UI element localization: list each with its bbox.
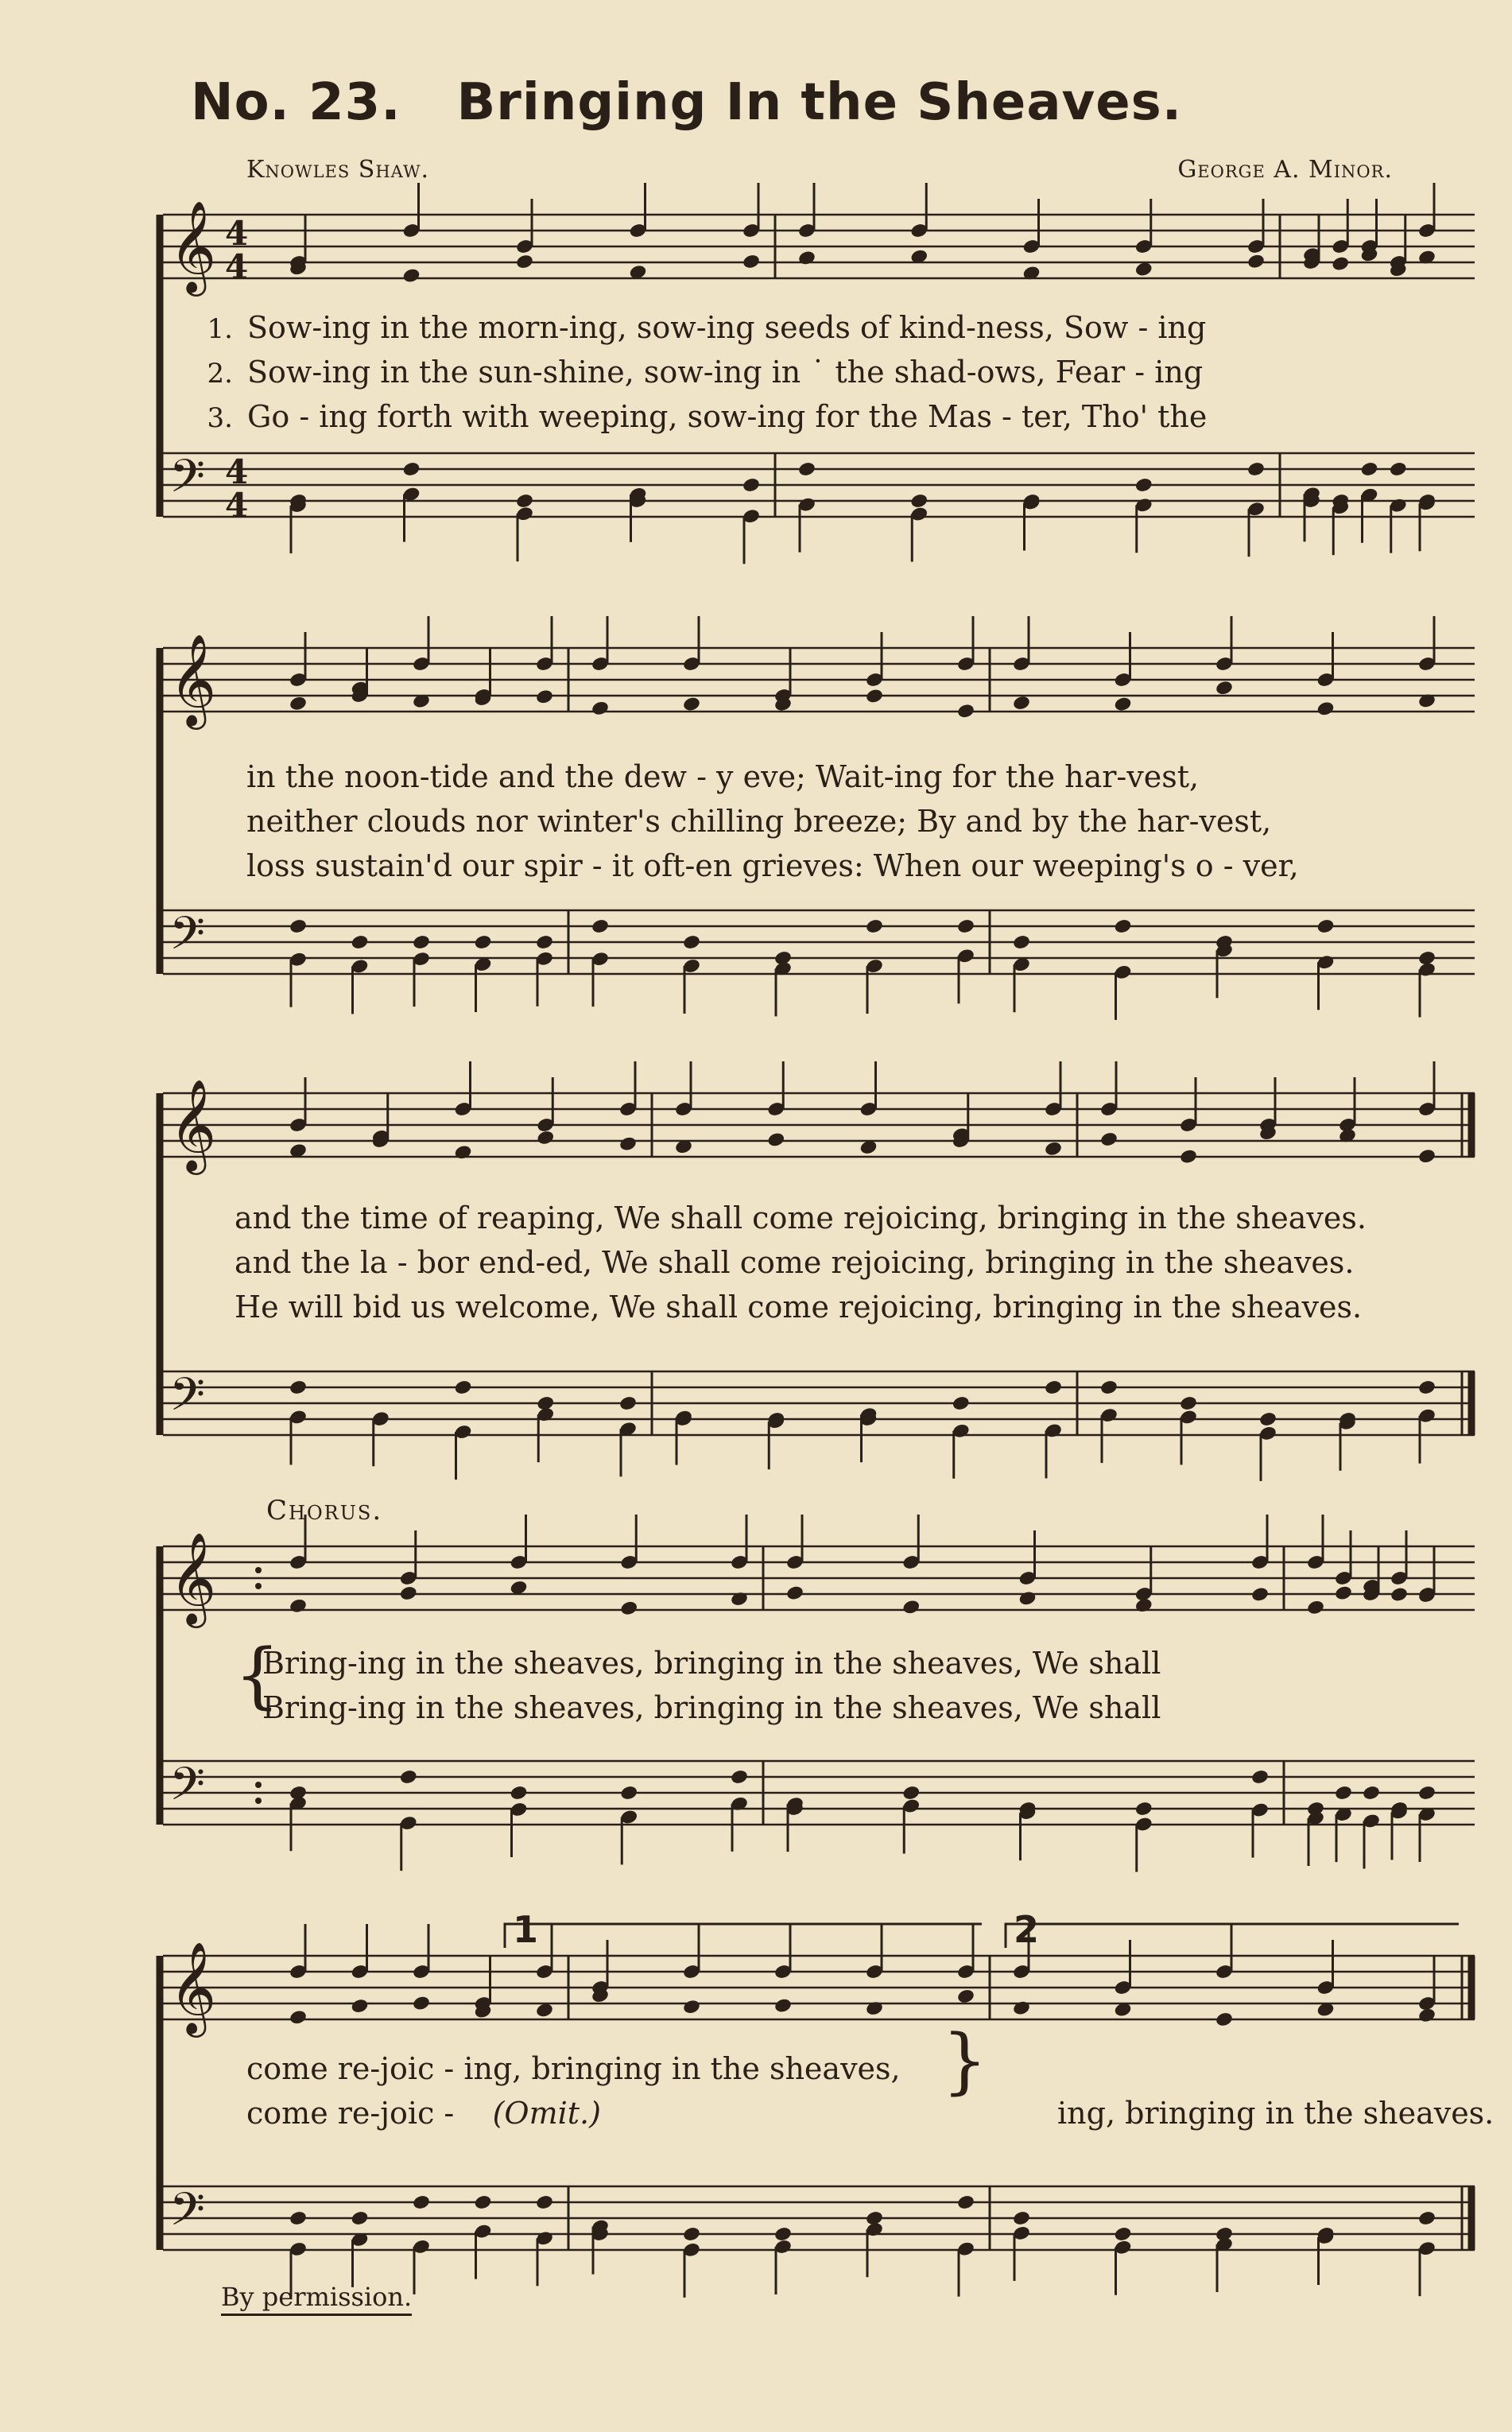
notehead (289, 695, 308, 712)
notehead (289, 2009, 308, 2026)
notehead (1316, 700, 1336, 717)
verse-line: Go - ing forth with weeping, sow-ing for the Mas - ter, Tho' the (247, 399, 1208, 434)
verse-line: neither clouds nor winter's chilling breeze; By and by the har-vest, (246, 804, 1272, 839)
notehead (619, 1785, 638, 1802)
notehead (865, 688, 884, 704)
notehead (1258, 1411, 1277, 1428)
time-signature-denominator: 4 (225, 247, 249, 286)
notehead (591, 700, 610, 716)
notehead (1360, 461, 1379, 478)
notehead (289, 1597, 308, 1614)
notehead (865, 2000, 884, 2017)
ending-line-1: come re-joic - ing, bringing in the sheaves, (246, 2051, 901, 2086)
notehead (1246, 253, 1266, 270)
verse-line: and the time of reaping, We shall come rejoicing, bringing in the sheaves. (235, 1200, 1367, 1235)
notehead (865, 918, 884, 935)
music-system-2 (155, 616, 1475, 1030)
notehead (454, 1144, 473, 1161)
bass-clef-icon: 𝄢 (169, 2182, 206, 2248)
ending-line-2-end: ing, bringing in the sheaves. (1057, 2096, 1495, 2131)
composer-credit: George A. Minor. (1177, 156, 1393, 184)
notehead (773, 2226, 793, 2243)
verse-number: 2. (207, 358, 233, 390)
repeat-dot (255, 1782, 262, 1788)
treble-clef-icon: 𝄞 (169, 633, 217, 726)
notehead (402, 461, 421, 478)
notehead (1018, 1590, 1037, 1607)
notehead (412, 1995, 431, 2011)
notehead (1390, 1586, 1409, 1603)
notehead (682, 2226, 701, 2243)
notehead (956, 1988, 975, 2004)
treble-clef-icon: 𝄞 (169, 1941, 217, 2034)
notehead (619, 1600, 638, 1616)
verse-line: loss sustain'd our spir - it oft-en grieves: When our weeping's o - ver, (246, 848, 1299, 883)
verse-number: 1. (207, 313, 233, 345)
notehead (1417, 1785, 1436, 1802)
notehead (1134, 1597, 1153, 1614)
notehead (515, 254, 534, 270)
notehead (1417, 2007, 1436, 2023)
notehead (1114, 918, 1133, 935)
treble-clef-icon: 𝄞 (169, 200, 217, 293)
bass-clef-icon: 𝄢 (169, 449, 206, 514)
treble-clef-icon: 𝄞 (169, 1078, 217, 1171)
ending-brace: } (942, 2019, 988, 2103)
notehead (351, 934, 370, 951)
notehead (1215, 2011, 1234, 2027)
notehead (1134, 1801, 1153, 1817)
omit-marker: (Omit.) (492, 2096, 601, 2131)
notehead (742, 253, 761, 270)
hymn-title (191, 73, 1182, 132)
notehead (730, 1591, 749, 1608)
notehead (1099, 1131, 1118, 1147)
notehead (1099, 1379, 1118, 1396)
time-signature-numerator: 4 (225, 214, 249, 253)
lyricist-credit: Knowles Shaw. (246, 156, 430, 184)
ending-line-2-start: come re-joic - (246, 2096, 455, 2131)
notehead (956, 703, 975, 720)
notehead (351, 1998, 370, 2015)
notehead (515, 493, 534, 510)
notehead (289, 1379, 308, 1396)
notehead (351, 2210, 370, 2227)
notehead (1362, 1785, 1381, 1802)
bass-clef-icon: 𝄢 (169, 1757, 206, 1822)
notehead (1179, 1148, 1198, 1165)
music-system-1 (155, 191, 1475, 588)
notehead (1044, 1379, 1063, 1396)
notehead (510, 1785, 529, 1802)
notehead (535, 934, 554, 951)
notehead (1215, 680, 1234, 696)
bass-clef-icon: 𝄢 (169, 1367, 206, 1433)
notehead (412, 934, 431, 951)
notehead (1012, 2210, 1031, 2227)
permission-note: By permission. (221, 2282, 412, 2316)
notehead (1250, 1769, 1270, 1786)
notehead (1044, 1140, 1063, 1157)
notehead (399, 1585, 418, 1602)
repeat-dot (255, 1583, 262, 1589)
notehead (1012, 2000, 1031, 2016)
notehead (1417, 1379, 1436, 1396)
notehead (454, 1379, 473, 1396)
notehead (618, 1135, 638, 1152)
notehead (1316, 918, 1336, 935)
verse-number: 3. (207, 402, 233, 434)
notehead (1246, 461, 1266, 478)
notehead (1331, 255, 1350, 272)
notehead (474, 934, 493, 951)
notehead (1114, 2226, 1133, 2243)
verse-line: Sow-ing in the morn-ing, sow-ing seeds of kind-ness, Sow - ing (247, 310, 1207, 345)
notehead (1012, 695, 1031, 712)
chorus-line: Bring-ing in the sheaves, bringing in the sheaves, We shall (262, 1646, 1161, 1681)
first-ending-number: 1 (513, 1908, 539, 1951)
notehead (952, 1395, 971, 1412)
notehead (797, 250, 816, 266)
notehead (1134, 261, 1153, 277)
notehead (591, 918, 610, 935)
notehead (682, 696, 701, 712)
notehead (1417, 2210, 1436, 2227)
notehead (682, 934, 701, 951)
notehead (1334, 1584, 1353, 1601)
notehead (682, 1999, 701, 2015)
notehead (618, 1395, 638, 1412)
verse-line: and the la - bor end-ed, We shall come rejoicing, bringing in the sheaves. (235, 1245, 1355, 1280)
notehead (773, 1997, 793, 2014)
chorus-brace: { (235, 1634, 281, 1717)
notehead (909, 493, 929, 510)
notehead (1134, 477, 1153, 494)
notehead (766, 1131, 785, 1148)
second-ending-number: 2 (1014, 1908, 1040, 1951)
notehead (535, 2194, 554, 2211)
verse-line: He will bid us welcome, We shall come rejoicing, bringing in the sheaves. (235, 1290, 1363, 1325)
notehead (785, 1584, 804, 1601)
repeat-dot (255, 1567, 262, 1573)
chorus-line: Bring-ing in the sheaves, bringing in the sheaves, We shall (262, 1690, 1161, 1725)
repeat-dot (255, 1798, 262, 1804)
notehead (742, 477, 761, 494)
notehead (730, 1769, 749, 1786)
music-system-5 (155, 1908, 1495, 2306)
first-ending-bracket (505, 1924, 982, 1948)
notehead (474, 2194, 493, 2211)
music-system-3 (155, 1061, 1475, 1491)
verse-line: in the noon-tide and the dew - y eve; Wait-ing for the har-vest, (246, 759, 1200, 794)
time-signature-denominator: 4 (225, 486, 249, 525)
notehead (1389, 461, 1408, 478)
notehead (797, 461, 816, 478)
notehead (956, 918, 975, 935)
notehead (956, 2194, 975, 2211)
notehead (1417, 1148, 1436, 1165)
notehead (289, 2210, 308, 2227)
verse-line: Sow-ing in the sun-shine, sow-ing in ˙ the shad-ows, Fear - ing (247, 355, 1204, 390)
notehead (399, 1769, 418, 1786)
notehead (901, 1599, 921, 1616)
time-signature-numerator: 4 (225, 452, 249, 491)
notehead (1179, 1395, 1198, 1412)
music-system-4 (155, 1530, 1475, 1912)
notehead (1334, 1785, 1353, 1802)
notehead (901, 1785, 921, 1802)
notehead (1250, 1586, 1270, 1603)
bass-clef-icon: 𝄢 (169, 906, 206, 972)
notehead (1306, 1599, 1325, 1616)
notehead (536, 1129, 555, 1146)
hymn-number: No. 23. (191, 73, 401, 132)
notehead (1114, 696, 1133, 712)
notehead (1012, 934, 1031, 951)
treble-clef-icon: 𝄞 (169, 1531, 217, 1624)
notehead (535, 688, 554, 705)
hymn-name: Bringing In the Sheaves. (456, 73, 1183, 132)
notehead (402, 267, 421, 284)
notehead (289, 918, 308, 935)
chorus-label: Chorus. (266, 1495, 383, 1526)
notehead (412, 2194, 431, 2211)
